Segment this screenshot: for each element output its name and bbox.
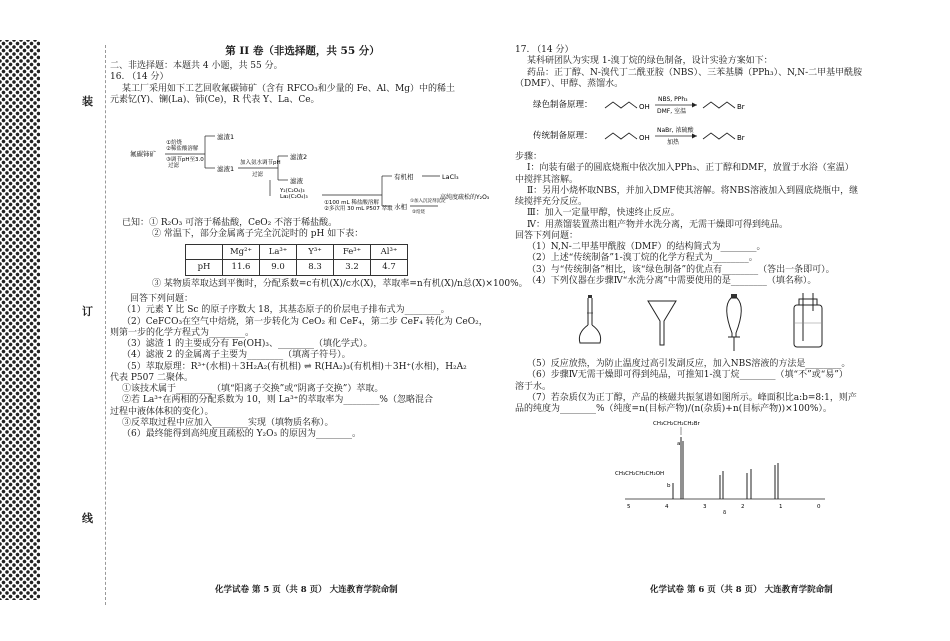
page-5-footer: 化学试卷 第 5 页（共 8 页） 大连教育学院命制 (215, 585, 398, 595)
trad-condition-1: NaBr, 浓硫酸 (657, 127, 694, 134)
flow-residue2: 滤渣2 (290, 153, 308, 162)
answer-prompt: 回答下列问题： (130, 294, 194, 305)
bromobutane-skeleton-trad (703, 133, 735, 139)
question-16-2-cont: 则第一步的化学方程式为________。 (110, 327, 255, 338)
question-16-6: （6）最终能得到高纯度且疏松的 Y₂O₃ 的原因为________。 (122, 429, 361, 440)
flow-filtrate2: 滤液 (290, 177, 303, 186)
ph-table-row (186, 260, 408, 276)
ph-table-header: La³⁺ (260, 244, 297, 260)
ph-table-cell: 3.2 (334, 260, 371, 276)
flow-ore: 氟碳铈矿 (130, 150, 156, 159)
green-condition-1: NBS, PPh₃ (658, 96, 688, 103)
flow-aqueous: 水相 (394, 203, 407, 212)
binding-dashed-line (105, 45, 106, 605)
ph-table-cell: 8.3 (297, 260, 334, 276)
nmr-tick: 4 (665, 504, 669, 511)
apparatus-row (575, 293, 925, 353)
nmr-x-label: δ (723, 510, 727, 516)
flow-filtrate1: 滤液1 (217, 165, 235, 174)
step-1: Ⅰ：向装有磁子的圆底烧瓶中依次加入PPh₃、正丁醇和DMF，放置于水浴（室温） (527, 163, 854, 174)
green-oh: OH (639, 103, 650, 111)
flow-extract: ②多次用 30 mL P507 萃取 (324, 206, 393, 213)
funnel-icon (645, 293, 679, 349)
flow-product: 高纯度疏松的Y₂O₃ (440, 194, 490, 202)
flow-step1c: ③调节pH至3.0 (166, 157, 204, 164)
question-17-2: （2）上述“传统制备”1-溴丁烷的化学方程式为________。 (527, 253, 758, 264)
question-17-5: （5）反应放热，为防止温度过高引发副反应，加入NBS溶液的方法是________。 (527, 359, 851, 369)
question-17-number: 17. （14 分） (515, 45, 574, 55)
trad-br: Br (737, 134, 745, 142)
step-3: Ⅲ：加入一定量甲醇，快速终止反应。 (527, 208, 680, 219)
ph-table-header: Al³⁺ (371, 244, 408, 260)
green-condition-2: DMF, 室温 (657, 108, 687, 115)
nmr-peak-a-label: a (677, 441, 681, 448)
flow-filter: 过滤 (252, 172, 264, 179)
question-17-3: （3）与“传统制备”相比，该“绿色制备”的优点有________（答出一条即可）。 (527, 264, 835, 275)
bromobutane-skeleton-green (703, 102, 735, 108)
question-17-4: （4）下列仪器在步骤Ⅳ“水洗分离”中需要使用的是________（填名称）。 (527, 275, 817, 286)
question-16-3: （3）滤渣 1 的主要成分有 Fe(OH)₃、________（填化学式）。 (122, 339, 373, 350)
nmr-spectrum (515, 415, 925, 515)
question-16-5-1: ①该技术属于________（填“阳离子交换”或“阴离子交换”）萃取。 (122, 384, 384, 395)
question-16-5-cont: 代表 P507 二聚体。 (110, 372, 193, 383)
green-br: Br (737, 103, 745, 111)
step-2: Ⅱ：另用小烧杯取NBS，并加入DMF使其溶解。将NBS溶液加入到圆底烧瓶中，继 (527, 185, 859, 196)
question-17-7: （7）若杂质仅为正丁醇，产品的核磁共振氢谱如图所示。峰面积比a:b=8:1，则产 (527, 392, 857, 403)
flow-organic: 有机相 (394, 173, 414, 182)
question-17-7-cont: 品的纯度为________%（纯度=n(目标产物)/(n(杂质)+n(目标产物))×100%）。 (515, 404, 832, 414)
section-intro: 二、非选择题：本题共 4 小题，共 55 分。 (110, 61, 283, 72)
ph-table-cell: pH (186, 260, 223, 276)
question-16-intro-cont: 元素钇(Y)、镧(La)、铈(Ce)，R 代表 Y、La、Ce。 (110, 94, 320, 105)
step-2-cont: 续搅拌充分反应。 (515, 197, 588, 207)
known-2: ② 常温下，部分金属离子完全沉淀时的 pH 如下表： (152, 229, 364, 240)
flow-step1d: 过滤 (168, 163, 180, 170)
ph-table-header-row (186, 244, 408, 260)
question-16-intro: 某工厂采用如下工艺回收氟碳铈矿（含有 RFCO₃和少量的 Fe、Al、Mg）中的稀土 (122, 83, 456, 94)
question-16-5-2: ②若 La³⁺在两相的分配系数为 10，则 La³⁺的萃取率为________%（忽略混合 (122, 395, 433, 406)
question-17-1: （1）N,N-二甲基甲酰胺（DMF）的结构简式为________。 (527, 242, 766, 252)
reagents-line-1: 药品：正丁醇、N-溴代丁二酰亚胺（NBS）、三苯基膦（PPh₃）、N,N-二甲基甲酰胺 (527, 67, 863, 78)
nmr-tick: 2 (741, 504, 745, 511)
binding-char-ding: 订 (82, 305, 93, 318)
ph-table (185, 244, 408, 276)
known-1: 已知：① R₂O₃ 可溶于稀盐酸，CeO₂ 不溶于稀盐酸。 (122, 218, 338, 229)
ph-table-header: Mg²⁺ (223, 244, 260, 260)
process-flowchart (110, 106, 495, 218)
page-6-footer: 化学试卷 第 6 页（共 8 页） 大连教育学院命制 (650, 585, 833, 595)
page-5 (110, 45, 528, 440)
question-16-5: （5）萃取原理：R³⁺(水相)＋3H₂A₂(有机相) ⇌ R(HA₂)₃(有机相)＋3H⁺(水相)，H₂A₂ (122, 361, 467, 372)
trad-condition-2: 加热 (667, 139, 680, 146)
ph-table-cell: 4.7 (371, 260, 408, 276)
reagents-line-2: （DMF）、甲醇、蒸馏水。 (515, 78, 624, 89)
ph-table-cell: 11.6 (223, 260, 260, 276)
traditional-label: 传统制备原理： (533, 131, 593, 141)
nmr-label-product: CH₃CH₂CH₂CH₂Br (653, 421, 700, 428)
flow-residue1: 滤渣1 (217, 133, 235, 142)
binding-char-xian: 线 (82, 512, 93, 525)
question-16-4: （4）滤液 2 的金属离子主要为________（填离子符号）。 (122, 350, 351, 361)
nmr-tick: 3 (703, 504, 707, 511)
binding-char-zhuang: 装 (82, 95, 93, 108)
separatory-funnel-icon (719, 293, 749, 353)
question-17-6-cont: 溶于水。 (515, 381, 552, 392)
flow-lacl3: LaCl₃ (442, 173, 459, 182)
nmr-tick: 5 (627, 504, 631, 511)
ph-table-header: Fe³⁺ (334, 244, 371, 260)
gas-washing-bottle-icon (789, 293, 827, 351)
flow-conv2: ②焙烧 (412, 210, 426, 216)
reaction-schemes (515, 90, 925, 152)
answer-prompt: 回答下列问题： (515, 230, 579, 241)
steps-heading: 步骤： (515, 152, 543, 162)
step-1-cont: 中搅拌其溶解。 (515, 174, 579, 185)
question-16-number: 16. （14 分） (110, 72, 169, 83)
flow-acid: ①100 mL 稀盐酸溶解 (324, 200, 379, 207)
nmr-tick: 1 (779, 504, 783, 511)
question-16-5-3: ③反萃取过程中应加入________实现（填物质名称）。 (122, 417, 334, 428)
ph-table-cell: 9.0 (260, 260, 297, 276)
nmr-peak-b-label: b (667, 483, 671, 490)
question-16-1: （1）元素 Y 比 Sc 的原子序数大 18，其基态原子的价层电子排布式为________。 (122, 305, 450, 316)
binding-margin-pattern (0, 40, 40, 600)
question-16-5-2-cont: 过程中液体体积的变化）。 (110, 406, 214, 417)
page-6 (515, 45, 925, 515)
flow-conv1: ①加入沉淀剂沉淀 (410, 199, 446, 205)
question-17-6: （6）步骤Ⅳ无需干燥即可得到纯品，可推知1-溴丁烷________（填“不”或“易”） (527, 370, 848, 381)
butanol-skeleton-green (605, 102, 637, 108)
known-3: ③ 某物质萃取达到平衡时，分配系数=c有机(X)/c水(X)，萃取率=n有机(X)/n总(X)×100%。 (152, 278, 528, 289)
section-heading: 第 II 卷（非选择题，共 55 分） (225, 45, 380, 57)
step-4: Ⅳ：用蒸馏装置蒸出粗产物并水洗分离，无需干燥即可得到纯品。 (527, 219, 788, 230)
flow-oxalate-y: Y₂(C₂O₄)₃ (280, 188, 305, 195)
flow-oxalate-la: La₂(C₂O₄)₃ (280, 194, 308, 201)
question-16-2: （2）CeFCO₃在空气中焙烧，第一步转化为 CeO₂ 和 CeF₄，第二步 CeF₄ 转化为 CeO₂， (122, 316, 488, 327)
flow-step1a: ①焙烧 (166, 140, 182, 147)
ph-table-header (186, 244, 223, 260)
green-label: 绿色制备原理： (533, 100, 593, 110)
flow-step1b: ②稀盐酸溶解 (166, 146, 199, 153)
ph-table-header: Y³⁺ (297, 244, 334, 260)
volumetric-flask-icon (575, 293, 605, 349)
trad-oh: OH (639, 134, 650, 142)
nmr-label-impurity: CH₃CH₂CH₂CH₂OH (615, 471, 665, 478)
question-17-intro: 某科研团队为实现 1-溴丁烷的绿色制备，设计实验方案如下： (527, 56, 773, 67)
nmr-tick: 0 (817, 504, 821, 511)
butanol-skeleton-trad (605, 133, 637, 139)
flow-add-ammonia: 加入氨水调节pH (240, 160, 281, 167)
